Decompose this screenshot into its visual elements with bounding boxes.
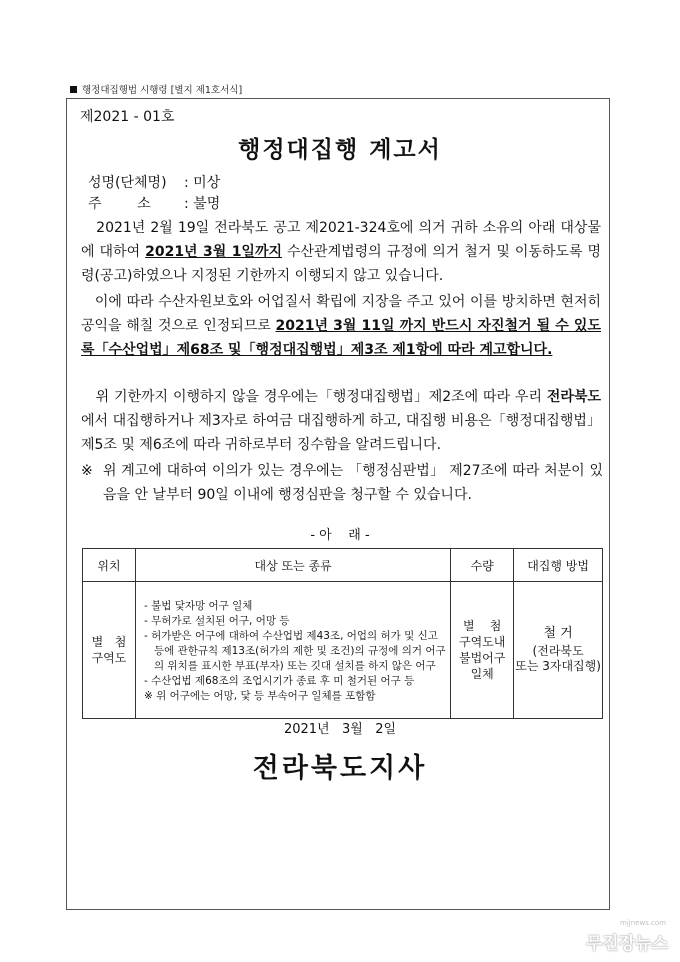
- table-row: [83, 582, 603, 719]
- header-method: 대집행 방법: [514, 549, 603, 582]
- paragraph3-text-a: 위 기한까지 이행하지 않을 경우에는「행정대집행법」제2조에 따라 우리: [95, 389, 547, 405]
- list-item: ※ 위 어구에는 어망, 닻 등 부속어구 일체를 포함함: [143, 689, 376, 702]
- recipient-name-label: 성명(단체명): [88, 175, 167, 191]
- paragraph-order-history: [81, 216, 601, 288]
- list-item: - 불법 닻자망 어구 일체: [143, 599, 253, 612]
- list-item: - 허가받은 어구에 대하여 수산업법 제43조, 어업의 허가 및 신고 등에 관한규칙 제13조(허가의 제한 및 조건)의 규정에 의거 어구의 위치를 표시한 부표(부자) 또는 깃대 설치를 하지 않은 어구: [143, 629, 446, 672]
- document-number: 제2021 - 01호: [80, 109, 175, 125]
- paragraph-warning: [81, 290, 601, 362]
- method-line3: 또는 3자대집행): [515, 659, 601, 673]
- deadline-text: 2021년 3월 1일까지: [145, 244, 283, 260]
- paragraph-enforcement: [81, 385, 601, 457]
- recipient-address-label: 주 소: [88, 196, 151, 212]
- notice-mark: ※: [81, 463, 93, 479]
- paragraph1-text-a: 2021년 2월 19일 전라북도 공고 제2021-324호에 의거 귀하 소유의 아래 대상물에 대하여: [81, 220, 601, 260]
- location-cell: [83, 582, 136, 719]
- watermark-logo: [585, 919, 668, 954]
- form-reference-text: 행정대집행법 시행령 [별지 제1호서식]: [82, 85, 243, 96]
- watermark-subtext: mjjnews.com: [620, 919, 666, 927]
- paragraph2-text-a: 이에 따라 수산자원보호와 어업질서 확립에 지장을 주고 있어 이를 방치하면 현저히 공익을 해칠 것으로 인정되므로: [81, 294, 601, 334]
- method-line1: 철 거: [543, 626, 573, 641]
- quantity-line4: 일체: [470, 667, 494, 681]
- issuer-name: 전라북도지사: [252, 753, 428, 784]
- method-cell: [514, 582, 603, 719]
- watermark-text: 무진장뉴스: [585, 934, 668, 954]
- target-table: [82, 548, 603, 719]
- recipient-address-value: : 불명: [184, 196, 221, 212]
- header-quantity: 수량: [451, 549, 514, 582]
- form-reference-note: [70, 82, 242, 96]
- header-target-type: 대상 또는 종류: [135, 549, 450, 582]
- location-line1: 별 첨: [91, 635, 127, 649]
- appeal-notice: [81, 459, 603, 507]
- square-bullet-icon: [70, 86, 77, 93]
- list-item: - 무허가로 설치된 어구, 어망 등: [143, 614, 290, 627]
- removal-demand-text: 2021년 3월 11일 까지 반드시 자진철거 될 수 있도록「수산업법」제68조 및「행정대집행법」제3조 제1항에 따라 계고합니다.: [81, 318, 601, 358]
- below-heading: - 아 래 -: [310, 528, 370, 543]
- paragraph3-text-b: 에서 대집행하거나 제3자로 하여금 대집행하게 하고, 대집행 비용은「행정대집행법」제5조 및 제6조에 따라 귀하로부터 징수함을 알려드립니다.: [81, 413, 601, 453]
- recipient-name-value: : 미상: [184, 175, 221, 191]
- notice-text: 위 계고에 대하여 이의가 있는 경우에는 「행정심판법」 제27조에 따라 처분이 있음을 안 날부터 90일 이내에 행정심판을 청구할 수 있습니다.: [103, 463, 603, 503]
- quantity-line2: 구역도내: [459, 635, 506, 649]
- target-items-cell: [135, 582, 450, 719]
- table-header-row: [83, 549, 603, 582]
- quantity-line3: 불법어구: [459, 651, 506, 665]
- list-item: - 수산업법 제68조의 조업시기가 종료 후 미 철거된 어구 등: [143, 674, 415, 687]
- quantity-line1: 별 첨: [462, 619, 502, 633]
- quantity-cell: [451, 582, 514, 719]
- recipient-name-row: [88, 172, 220, 192]
- issue-date: 2021년 3월 2일: [283, 722, 397, 737]
- recipient-address-row: [88, 193, 220, 213]
- document-title: 행정대집행 계고서: [238, 137, 442, 163]
- header-location: 위치: [83, 549, 136, 582]
- paragraph1-text-b: 수산관계법령의 규정에 의거 철거 및 이동하도록 명령(공고)하였으나 지정된 기한까지 이행되지 않고 있습니다.: [81, 244, 601, 284]
- location-line2: 구역도: [91, 651, 127, 665]
- agency-name: 전라북도: [546, 389, 601, 405]
- method-line2: (전라북도: [532, 644, 584, 658]
